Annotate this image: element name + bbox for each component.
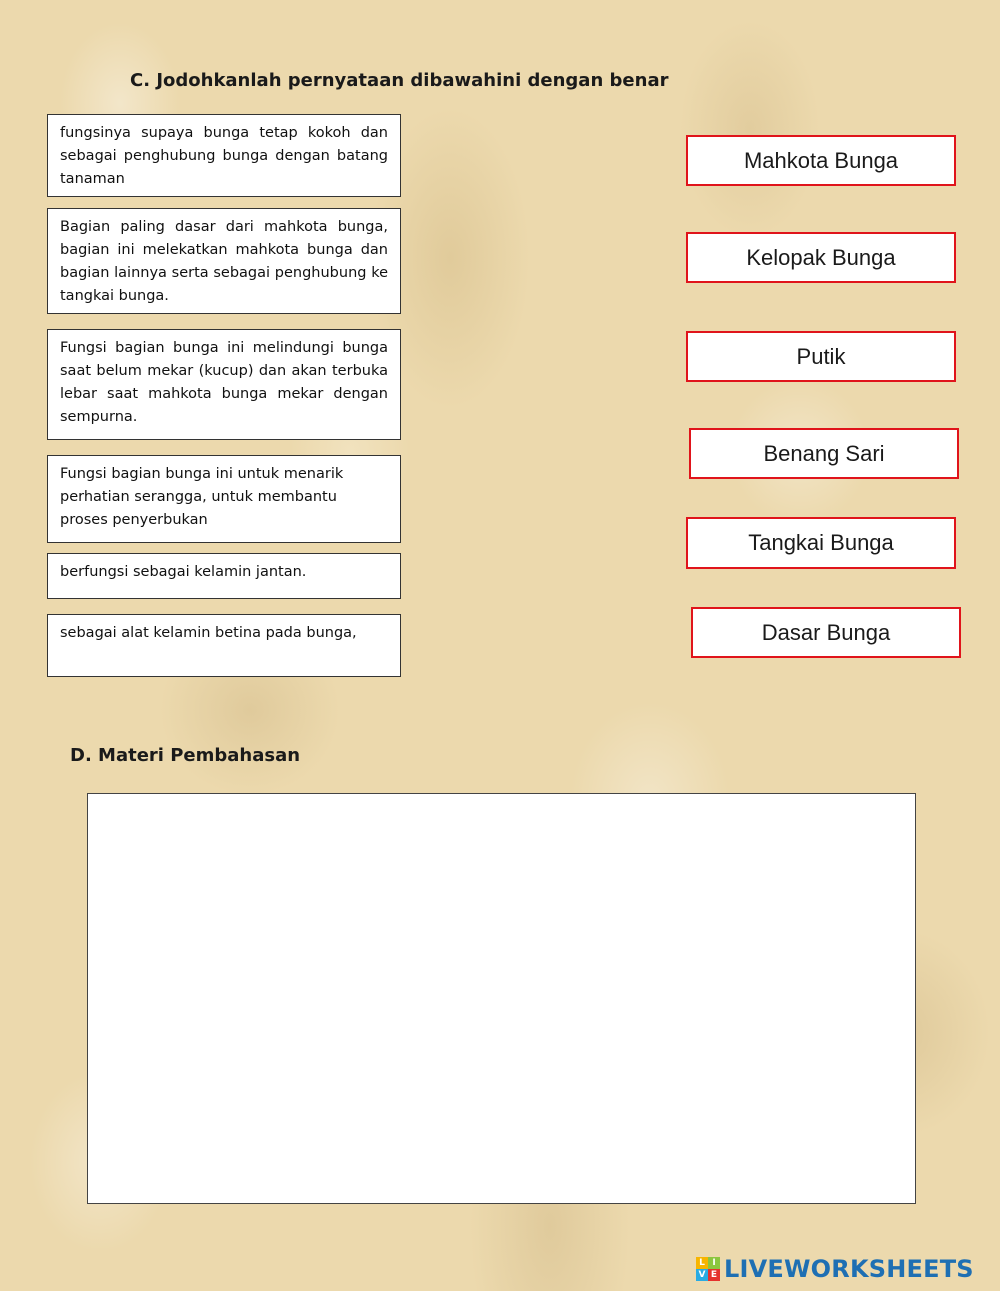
- statement-3: Fungsi bagian bunga ini melindungi bunga saat belum mekar (kucup) dan akan terbuka lebar saat mahkota bunga mekar dengan sempurna.: [47, 329, 401, 440]
- answer-putik[interactable]: Putik: [686, 331, 956, 382]
- section-d-title: D. Materi Pembahasan: [70, 745, 301, 766]
- section-c-title: C. Jodohkanlah pernyataan dibawahini dengan benar: [130, 70, 669, 91]
- statement-4: Fungsi bagian bunga ini untuk menarik perhatian serangga, untuk membantu proses penyerbukan: [47, 455, 401, 543]
- answer-benang-sari[interactable]: Benang Sari: [689, 428, 959, 479]
- answer-mahkota-bunga[interactable]: Mahkota Bunga: [686, 135, 956, 186]
- statement-6: sebagai alat kelamin betina pada bunga,: [47, 614, 401, 677]
- statement-5: berfungsi sebagai kelamin jantan.: [47, 553, 401, 599]
- answer-tangkai-bunga[interactable]: Tangkai Bunga: [686, 517, 956, 569]
- logo-icon-letter-l: L: [696, 1257, 708, 1269]
- logo-icon-letter-e: E: [708, 1269, 720, 1281]
- liveworksheets-logo-icon: [696, 1257, 720, 1281]
- discussion-answer-area[interactable]: [87, 793, 916, 1204]
- logo-icon-letter-i: I: [708, 1257, 720, 1269]
- logo-icon-letter-v: V: [696, 1269, 708, 1281]
- liveworksheets-logo: [696, 1254, 974, 1284]
- statement-1: fungsinya supaya bunga tetap kokoh dan sebagai penghubung bunga dengan batang tanaman: [47, 114, 401, 197]
- answer-dasar-bunga[interactable]: Dasar Bunga: [691, 607, 961, 658]
- answer-kelopak-bunga[interactable]: Kelopak Bunga: [686, 232, 956, 283]
- statement-2: Bagian paling dasar dari mahkota bunga, bagian ini melekatkan mahkota bunga dan bagian lainnya serta sebagai penghubung ke tangkai bunga.: [47, 208, 401, 314]
- liveworksheets-logo-text: LIVEWORKSHEETS: [724, 1255, 974, 1283]
